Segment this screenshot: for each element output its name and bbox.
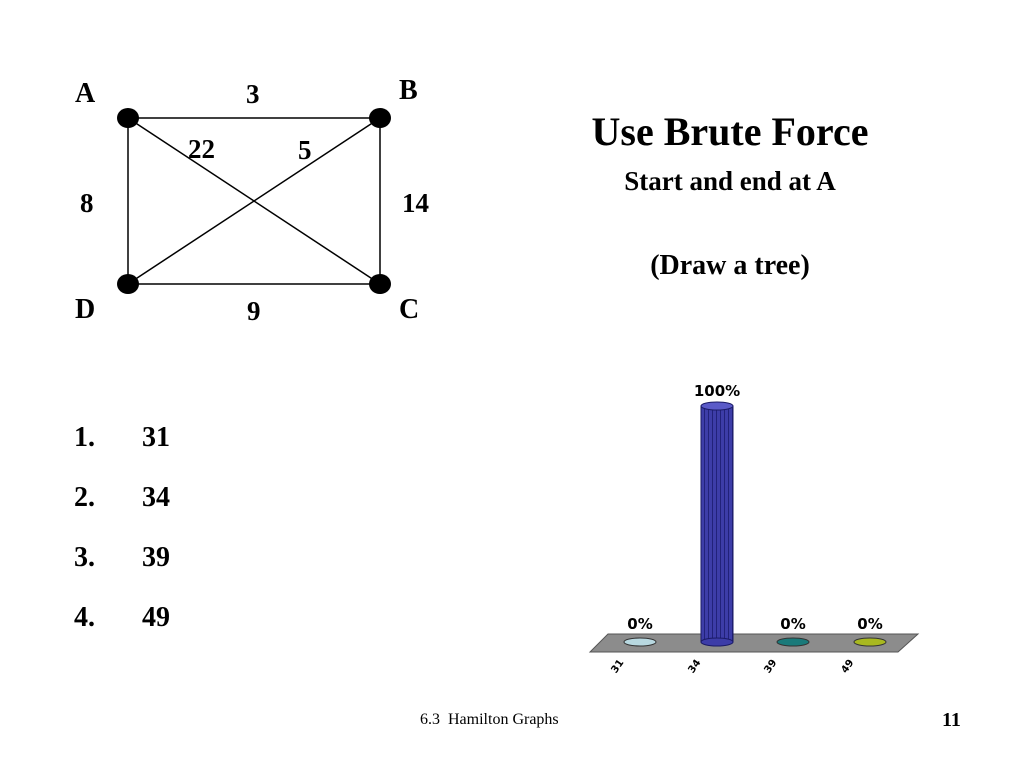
choice-value: 39: [142, 542, 170, 573]
bar-34: [701, 406, 733, 642]
choice-item[interactable]: [74, 424, 170, 452]
slide-title: Use Brute Force: [591, 109, 869, 154]
edge-label-dc: 9: [247, 296, 261, 326]
page-number: 11: [942, 709, 961, 731]
bar-49: [854, 638, 886, 646]
vertex-label-d: D: [75, 294, 96, 325]
vertex-d-dot: [117, 274, 139, 294]
x-tick-label-49: 49: [839, 657, 857, 676]
choice-value: 49: [142, 602, 170, 633]
edge-label-bd: 5: [298, 135, 312, 165]
data-label-39: 0%: [780, 615, 806, 633]
edge-label-ab: 3: [246, 79, 260, 109]
choice-number: 2.: [74, 482, 95, 513]
choice-item[interactable]: [74, 604, 170, 632]
bar-top-34: [701, 402, 733, 410]
edge-label-ac: 22: [188, 134, 215, 164]
vertex-label-a: A: [75, 78, 96, 109]
slide-note: (Draw a tree): [650, 250, 810, 281]
data-label-49: 0%: [857, 615, 883, 633]
choice-number: 1.: [74, 422, 95, 453]
choice-value: 34: [142, 482, 170, 513]
choice-item[interactable]: [74, 544, 170, 572]
choice-item[interactable]: [74, 484, 170, 512]
data-label-31: 0%: [627, 615, 653, 633]
choice-value: 31: [142, 422, 170, 453]
bar-39: [777, 638, 809, 646]
choice-number: 4.: [74, 602, 95, 633]
bar-base-34: [701, 638, 733, 646]
edge-label-bc: 14: [402, 188, 429, 218]
vertex-label-c: C: [399, 294, 420, 325]
vertex-c-dot: [369, 274, 391, 294]
poll-results-chart: [560, 360, 930, 690]
x-tick-label-39: 39: [762, 657, 780, 676]
vertex-label-b: B: [399, 75, 418, 106]
vertex-a-dot: [117, 108, 139, 128]
footer-text: 6.3 Hamilton Graphs: [420, 711, 559, 728]
x-tick-label-34: 34: [686, 657, 704, 676]
choice-number: 3.: [74, 542, 95, 573]
bar-31: [624, 638, 656, 646]
hamilton-graph: [0, 0, 460, 340]
vertex-b-dot: [369, 108, 391, 128]
data-label-34: 100%: [693, 382, 741, 400]
edge-label-ad: 8: [80, 188, 94, 218]
x-tick-label-31: 31: [609, 657, 627, 676]
slide-subtitle: Start and end at A: [624, 166, 836, 196]
